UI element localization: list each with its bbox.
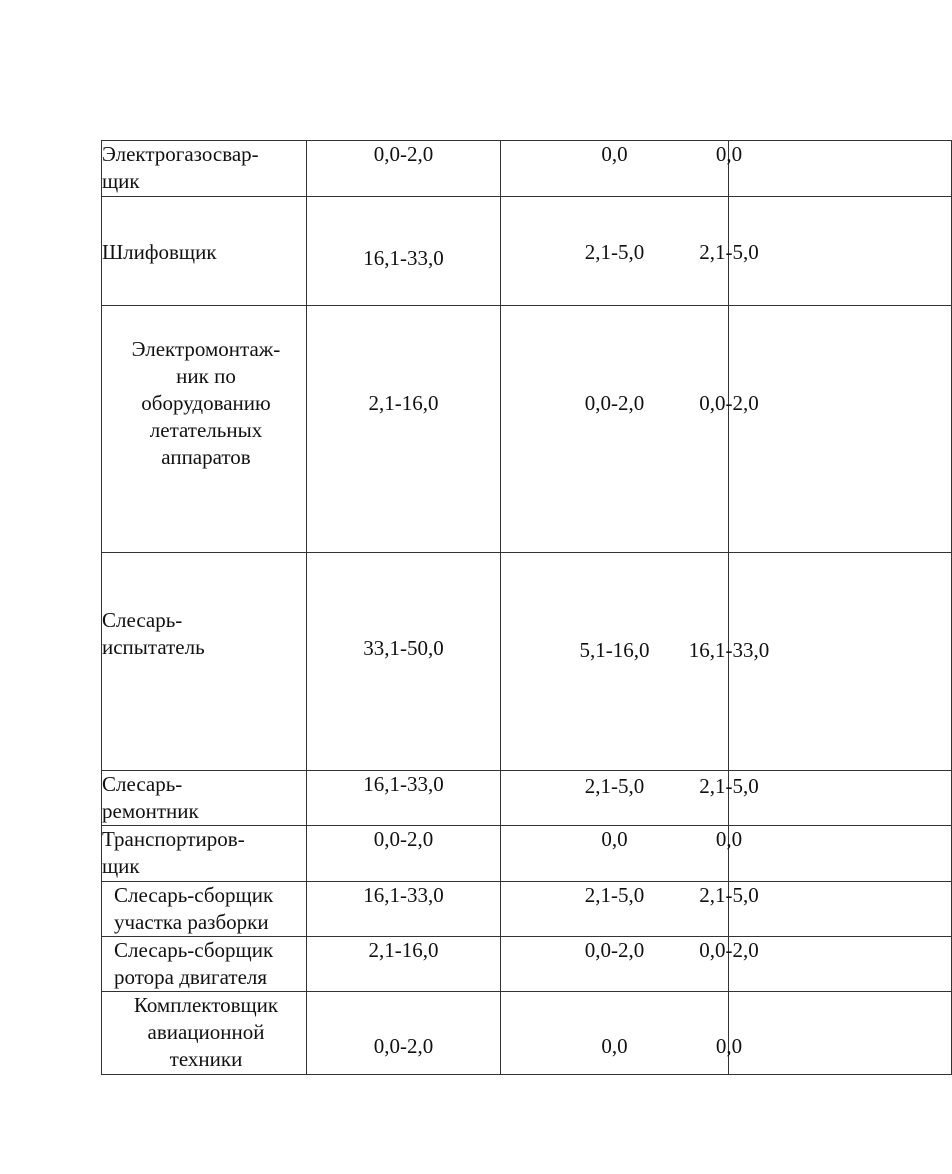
profession-line: летательных — [149, 418, 263, 442]
table-row — [102, 141, 952, 197]
profession-line: щик — [102, 169, 140, 193]
profession-line: аппаратов — [161, 445, 251, 469]
value-cell — [699, 882, 952, 937]
value-cell: 0,0-2,0 — [307, 141, 501, 197]
profession-cell — [102, 992, 307, 1075]
profession-line: ремонтник — [102, 799, 199, 823]
value-cell: 0,0 — [501, 141, 729, 197]
value-cell — [715, 992, 952, 1075]
value-cell — [699, 771, 952, 826]
profession-cell — [102, 306, 307, 553]
value-text: 16,1-33,0 — [688, 638, 770, 662]
profession-line: щик — [102, 854, 140, 878]
table-row — [102, 882, 952, 937]
value-cell — [699, 937, 952, 992]
profession-line: Шлифовщик — [102, 240, 217, 264]
value-cell — [688, 553, 952, 771]
profession-line: Слесарь- — [102, 608, 183, 632]
table-row — [102, 306, 952, 553]
value-cell: 0,0-2,0 — [501, 306, 729, 553]
profession-line: Комплектовщик — [133, 993, 279, 1017]
value-cell: 16,1-33,0 — [307, 197, 501, 306]
value-cell: 0,0-2,0 — [307, 992, 501, 1075]
profession-line: техники — [169, 1047, 243, 1071]
profession-cell — [102, 197, 307, 306]
value-cell: 16,1-33,0 — [307, 882, 501, 937]
profession-cell — [102, 882, 307, 937]
value-text: 0,0-2,0 — [699, 938, 759, 962]
value-text: 0,0 — [715, 827, 743, 851]
profession-cell — [102, 141, 307, 197]
value-cell: 33,1-50,0 — [307, 553, 501, 771]
profession-line: Электромонтаж- — [131, 337, 281, 361]
profession-line: авиационной — [147, 1020, 265, 1044]
value-cell: 2,1-5,0 — [501, 771, 729, 826]
document-table — [101, 140, 952, 1075]
profession-line: Слесарь-сборщик — [114, 938, 274, 962]
table-row — [102, 553, 952, 771]
table-row — [102, 826, 952, 882]
value-cell: 0,0 — [501, 826, 729, 882]
value-cell: 0,0-2,0 — [501, 937, 729, 992]
profession-line: ник по — [176, 364, 236, 388]
value-cell — [699, 197, 952, 306]
value-text: 0,0 — [715, 142, 743, 166]
profession-line: ротора двигателя — [114, 965, 268, 989]
table-row — [102, 197, 952, 306]
value-cell — [715, 141, 952, 197]
value-cell: 0,0-2,0 — [307, 826, 501, 882]
profession-line: Слесарь-сборщик — [114, 883, 274, 907]
value-cell: 0,0 — [501, 992, 729, 1075]
value-text: 0,0 — [715, 1034, 743, 1058]
value-cell: 2,1-16,0 — [307, 937, 501, 992]
profession-line: участка разборки — [114, 910, 269, 934]
profession-line: Электрогазосвар- — [102, 142, 259, 166]
profession-line: Слесарь- — [102, 772, 183, 796]
value-cell: 5,1-16,0 — [501, 553, 729, 771]
value-cell — [699, 306, 952, 553]
profession-line: Транспортиров- — [102, 827, 245, 851]
value-cell: 2,1-5,0 — [501, 197, 729, 306]
profession-line: оборудованию — [141, 391, 271, 415]
profession-cell — [102, 937, 307, 992]
value-text: 2,1-5,0 — [699, 774, 759, 798]
profession-line: испытатель — [102, 635, 205, 659]
value-cell — [715, 826, 952, 882]
value-text: 2,1-5,0 — [699, 883, 759, 907]
table-row — [102, 771, 952, 826]
value-cell: 16,1-33,0 — [307, 771, 501, 826]
table-row — [102, 937, 952, 992]
profession-cell — [102, 826, 307, 882]
value-text: 0,0-2,0 — [699, 391, 759, 415]
value-text: 2,1-5,0 — [699, 240, 759, 264]
profession-cell — [102, 553, 307, 771]
value-cell: 2,1-16,0 — [307, 306, 501, 553]
value-cell: 2,1-5,0 — [501, 882, 729, 937]
table-row — [102, 992, 952, 1075]
profession-cell — [102, 771, 307, 826]
